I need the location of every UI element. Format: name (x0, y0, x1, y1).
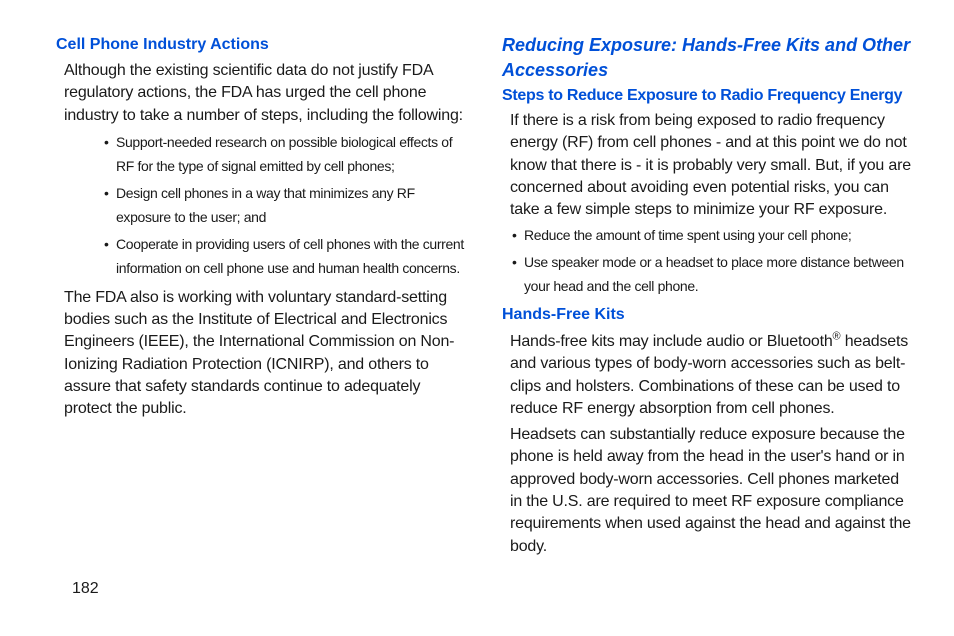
hands-free-paragraph-2: Headsets can substantially reduce exposure because the phone is held away from the head in the user's hand or in approved body-worn accessories. Cell phones marketed in the U.S. are required to meet RF exposure compliance requirements when used against the head and against the body. (510, 426, 911, 555)
heading-reducing-exposure: Reducing Exposure: Hands-Free Kits and Other Accessories (502, 35, 911, 80)
fda-closing-paragraph: The FDA also is working with voluntary standard-setting bodies such as the Institute of Electrical and Electronics Engineers (IEEE), the International Commission on Non-Ionizing Radiation Protection (ICNIRP), and others to assure that safety standards continue to adequately protect the public. (64, 288, 455, 418)
hands-free-text-b: headsets and various types of body-worn accessories such as belt-clips and holsters. Combinations of these can be used to reduce RF energy absorption from cell phones. (510, 332, 909, 417)
list-item: • Use speaker mode or a headset to place more distance between your head and the cell phone. (524, 250, 912, 299)
registered-mark: ® (832, 330, 841, 343)
steps-list (524, 223, 912, 299)
list-item: • Support-needed research on possible biological effects of RF for the type of signal emitted by cell phones; (116, 130, 464, 179)
page-number: 182 (72, 580, 99, 597)
heading-industry-actions: Cell Phone Industry Actions (56, 36, 269, 53)
hands-free-paragraph-1 (510, 331, 912, 420)
hands-free-text-a: Hands-free kits may include audio or Bluetooth (510, 332, 833, 350)
list-item: • Reduce the amount of time spent using your cell phone; (524, 223, 912, 248)
list-item: • Cooperate in providing users of cell phones with the current information on cell phone use and human health concerns. (116, 232, 464, 281)
list-item: • Design cell phones in a way that minimizes any RF exposure to the user; and (116, 181, 464, 230)
heading-hands-free-kits: Hands-Free Kits (502, 305, 625, 323)
heading-steps-reduce-exposure: Steps to Reduce Exposure to Radio Frequency Energy (502, 87, 903, 104)
steps-intro-paragraph: If there is a risk from being exposed to radio frequency energy (RF) from cell phones - and at this point we do not know that there is - it is probably very small. But, if you are concerned about avoiding even potential risks, you can take a few simple steps to minimize your RF exposure. (510, 112, 911, 219)
right-column (502, 0, 914, 558)
industry-actions-list (116, 130, 464, 281)
left-column (56, 0, 466, 421)
industry-intro-paragraph: Although the existing scientific data do not justify FDA regulatory actions, the FDA has urged the cell phone industry to take a number of steps, including the following: (64, 62, 463, 124)
